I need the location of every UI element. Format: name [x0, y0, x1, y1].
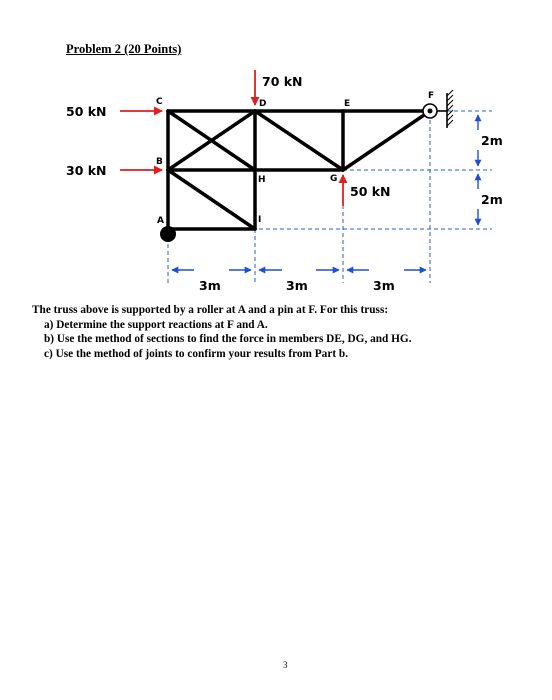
dimension-span-1: 3m [199, 278, 221, 293]
load-label-70kn: 70 kN [262, 74, 303, 89]
load-label-50kn-g: 50 kN [350, 184, 391, 199]
statement-part-b: b) Use the method of sections to find the force in members DE, DG, and HG. [44, 333, 412, 345]
joint-label-c: C [156, 97, 163, 107]
dimension-span-3: 3m [373, 278, 395, 293]
truss-members [168, 111, 430, 233]
dimension-height-lower: 2m [481, 192, 503, 207]
problem-statement [32, 303, 532, 361]
load-label-30kn-b: 30 kN [66, 163, 107, 178]
joint-label-b: B [156, 157, 163, 167]
dimension-height-upper: 2m [481, 133, 503, 148]
statement-part-c: c) Use the method of joints to confirm your results from Part b. [44, 347, 349, 360]
member-dg [255, 111, 343, 170]
dimension-span-2: 3m [286, 278, 308, 293]
joint-label-h: H [258, 175, 266, 185]
load-label-50kn-c: 50 kN [66, 104, 107, 119]
page-number: 3 [283, 660, 288, 670]
joint-label-d: D [259, 99, 267, 109]
member-bi [168, 170, 255, 229]
problem-heading: Problem 2 (20 Points) [66, 42, 182, 56]
joint-label-i: I [258, 215, 262, 225]
joint-label-a: A [157, 216, 164, 226]
joint-label-e: E [344, 99, 351, 109]
truss-diagram [0, 0, 552, 300]
joint-label-g: G [330, 174, 338, 184]
joint-label-f: F [428, 91, 435, 101]
statement-part-a: a) Determine the support reactions at F and A. [44, 318, 268, 331]
roller-support-icon [160, 226, 176, 242]
load-arrows [120, 70, 343, 206]
statement-parts [32, 318, 532, 362]
member-gf [343, 111, 430, 170]
statement-intro: The truss above is supported by a roller at A and a pin at F. For this truss: [32, 304, 389, 316]
